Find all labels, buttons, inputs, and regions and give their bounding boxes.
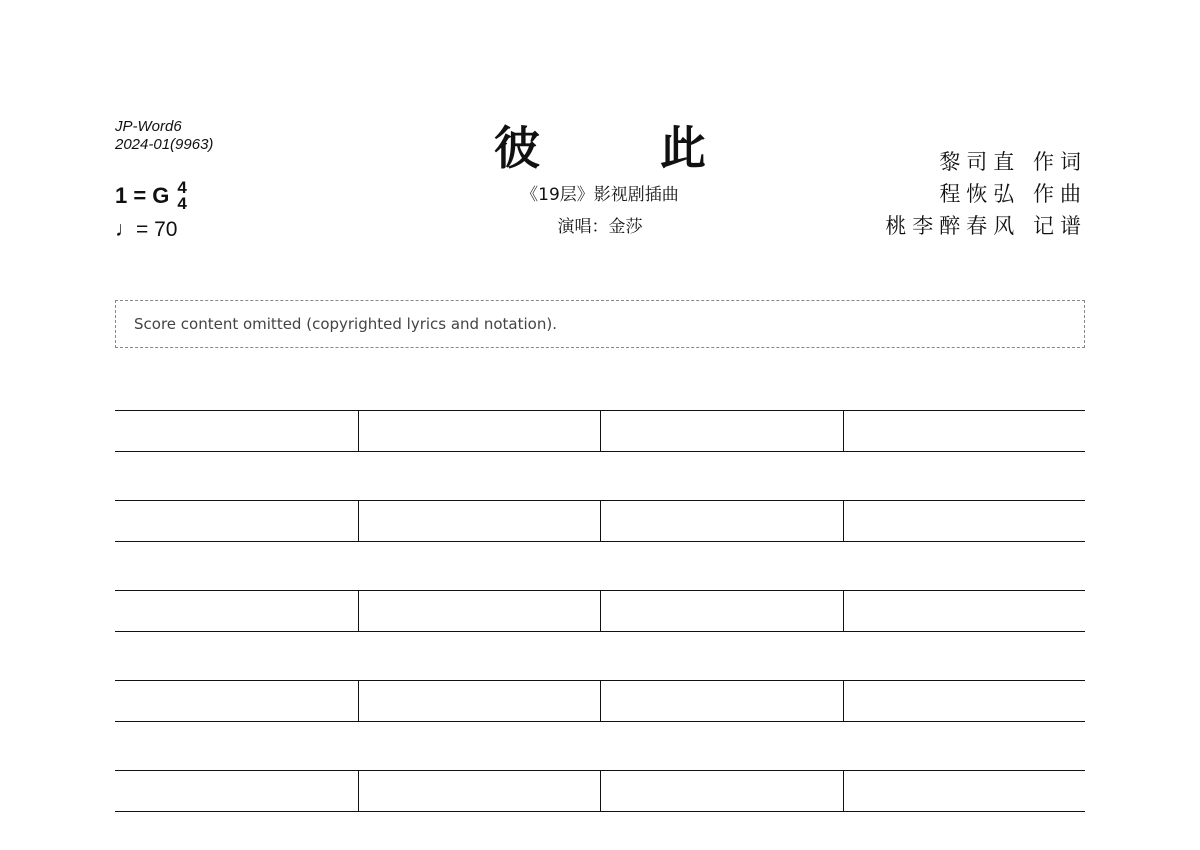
- key-label: 1 = G: [115, 183, 170, 208]
- lyricist: 黎司直 作词: [939, 150, 1087, 174]
- page-title: 彼此: [494, 121, 826, 175]
- score-system-placeholder: [115, 500, 1085, 542]
- composer: 程恢弘 作曲: [939, 182, 1087, 206]
- score-system-placeholder: [115, 590, 1085, 632]
- credits: [885, 146, 1087, 242]
- subtitle: 《19层》影视剧插曲: [521, 185, 679, 205]
- time-bottom: 4: [177, 194, 187, 213]
- singer: 演唱：金莎: [557, 217, 643, 237]
- key-signature: [115, 180, 187, 212]
- software-name: JP-Word6: [115, 118, 182, 135]
- score-system-placeholder: [115, 770, 1085, 812]
- software-version: 2024-01(9963): [115, 136, 214, 153]
- tempo: ♩= 70: [115, 218, 178, 241]
- time-signature: [177, 180, 186, 212]
- score-system-placeholder: [115, 680, 1085, 722]
- time-top: 4: [177, 178, 187, 197]
- score-system-placeholder: [115, 410, 1085, 452]
- transcriber: 桃李醉春风 记谱: [885, 214, 1087, 238]
- omission-notice: Score content omitted (copyrighted lyrics and notation).: [115, 300, 1085, 348]
